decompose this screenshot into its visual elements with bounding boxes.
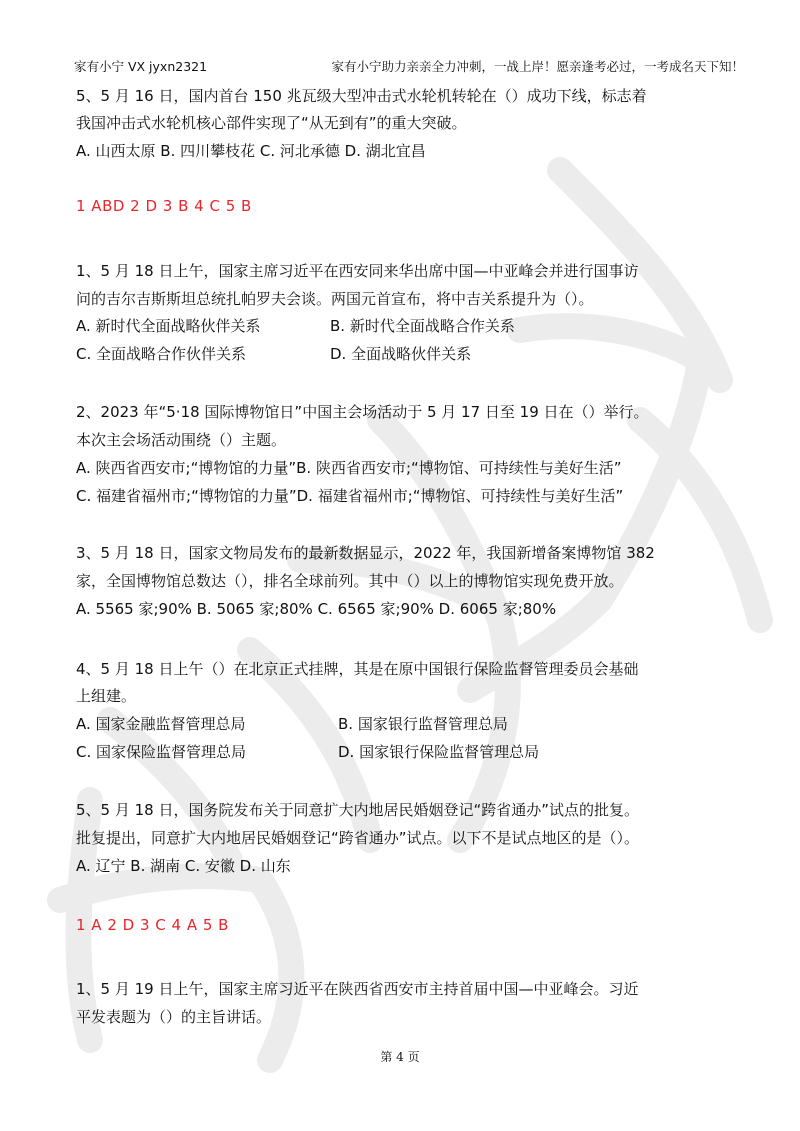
- question-options: A. 5565 家;90% B. 5065 家;80% C. 6565 家;90% D. 6065 家;80%: [76, 600, 557, 618]
- question-option: C. 国家保险监督管理总局: [76, 743, 247, 761]
- question-text: 4、5 月 18 日上午（）在北京正式挂牌，其是在原中国银行保险监督管理委员会基础: [76, 660, 639, 678]
- question-text: 1、5 月 18 日上午，国家主席习近平在西安同来华出席中国—中亚峰会并进行国事访: [76, 262, 639, 280]
- question-options: A. 山西太原 B. 四川攀枝花 C. 河北承德 D. 湖北宜昌: [76, 142, 426, 160]
- question-options: C. 福建省福州市;“博物馆的力量”D. 福建省福州市;“博物馆、可持续性与美好生活”: [76, 487, 624, 505]
- header-right-text: 家有小宁助力亲亲全力冲刺，一战上岸！愿亲逢考必过，一考成名天下知！: [331, 59, 744, 74]
- question-text: 3、5 月 18 日，国家文物局发布的最新数据显示，2022 年，我国新增备案博物馆 382: [76, 544, 655, 562]
- header-left-text: 家有小宁 VX jyxn2321: [74, 59, 208, 74]
- question-option: C. 全面战略合作伙伴关系: [76, 345, 247, 363]
- question-text: 家，全国博物馆总数达（），排名全球前列。其中（）以上的博物馆实现免费开放。: [76, 572, 624, 590]
- question-text: 问的吉尔吉斯斯坦总统扎帕罗夫会谈。两国元首宣布，将中吉关系提升为（）。: [76, 290, 594, 308]
- question-option: D. 国家银行保险监督管理总局: [338, 743, 540, 761]
- question-option: A. 国家金融监督管理总局: [76, 715, 246, 733]
- question-text: 5、5 月 16 日，国内首台 150 兆瓦级大型冲击式水轮机转轮在（）成功下线，标志着: [76, 87, 647, 105]
- question-option: A. 新时代全面战略伙伴关系: [76, 317, 261, 335]
- question-options: A. 辽宁 B. 湖南 C. 安徽 D. 山东: [76, 857, 291, 875]
- question-text: 本次主会场活动围绕（）主题。: [76, 431, 287, 449]
- page-number: 第 4 页: [380, 1050, 420, 1064]
- question-text: 我国冲击式水轮机核心部件实现了“从无到有”的重大突破。: [76, 114, 467, 132]
- question-text: 上组建。: [76, 687, 137, 705]
- question-options: A. 陕西省西安市;“博物馆的力量”B. 陕西省西安市;“博物馆、可持续性与美好生活”: [76, 459, 622, 477]
- question-text: 批复提出，同意扩大内地居民婚姻登记“跨省通办”试点。以下不是试点地区的是（）。: [76, 829, 640, 847]
- question-text: 平发表题为（）的主旨讲话。: [76, 1008, 272, 1026]
- question-text: 5、5 月 18 日，国务院发布关于同意扩大内地居民婚姻登记“跨省通办”试点的批复。: [76, 801, 640, 819]
- question-text: 2、2023 年“5·18 国际博物馆日”中国主会场活动于 5 月 17 日至 19 日在（）举行。: [76, 403, 649, 421]
- question-option: D. 全面战略伙伴关系: [330, 345, 472, 363]
- question-option: B. 新时代全面战略合作关系: [330, 317, 515, 335]
- question-option: B. 国家银行监督管理总局: [338, 715, 508, 733]
- answer-key: 1 ABD 2 D 3 B 4 C 5 B: [76, 197, 252, 215]
- question-text: 1、5 月 19 日上午，国家主席习近平在陕西省西安市主持首届中国—中亚峰会。习近: [76, 980, 639, 998]
- answer-key: 1 A 2 D 3 C 4 A 5 B: [76, 916, 229, 934]
